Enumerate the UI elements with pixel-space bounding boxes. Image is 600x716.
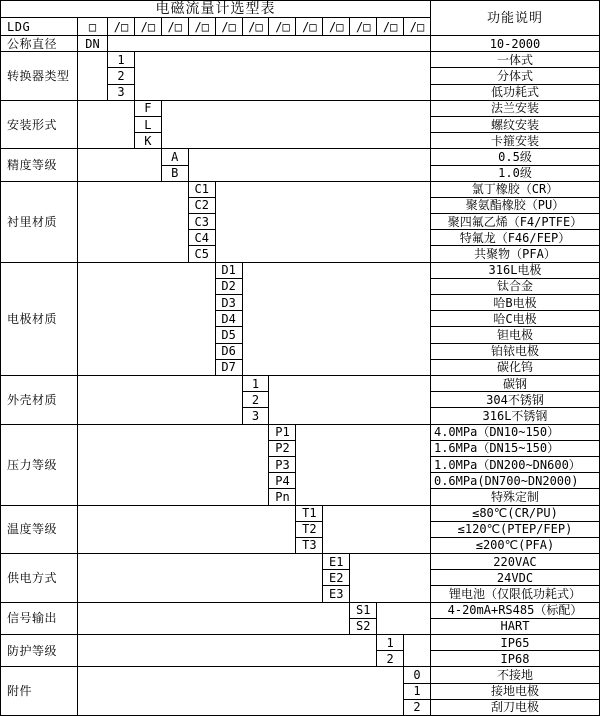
band-label: 供电方式 [1,554,78,603]
code-placeholder-cell: /□ [216,18,243,36]
band-code-cell: S1 [350,603,377,619]
code-placeholder-cell: /□ [296,18,323,36]
band-description-cell: 10-2000 [431,36,600,52]
band-label: 防护等级 [1,635,78,667]
code-placeholder-cell: /□ [323,18,350,36]
band-code-cell: 1 [377,635,404,651]
band-post-empty-cell [108,36,431,52]
code-placeholder-cell: /□ [269,18,296,36]
band-description-cell: 1.6MPa（DN15~150） [431,441,600,457]
band-post-empty-cell [296,425,431,506]
band-description-cell: 4.0MPa（DN10~150） [431,425,600,441]
band-description-cell: 钛合金 [431,279,600,295]
band-code-cell: C1 [189,182,216,198]
band-description-cell: 螺纹安装 [431,117,600,133]
band-description-cell: 刮刀电极 [431,700,600,716]
table-title: 电磁流量计选型表 [1,1,431,18]
band-description-cell: 1.0MPa（DN200~DN600） [431,457,600,473]
band-pre-empty-cell [78,263,216,376]
band-code-cell: P3 [269,457,296,473]
band-label: 温度等级 [1,506,78,555]
band-post-empty-cell [243,263,431,376]
band-pre-empty-cell [78,554,323,603]
band-code-cell: C4 [189,230,216,246]
band-code-cell: D5 [216,327,243,343]
band-pre-empty-cell [78,667,404,716]
band-pre-empty-cell [78,603,350,635]
band-code-cell: P4 [269,473,296,489]
band-code-cell: S2 [350,619,377,635]
band-code-cell: E2 [323,570,350,586]
band-code-cell: DN [78,36,108,52]
band-description-cell: IP68 [431,651,600,667]
band-post-empty-cell [216,182,431,263]
band-code-cell: D6 [216,344,243,360]
code-placeholder-cell: /□ [243,18,270,36]
band-description-cell: 氯丁橡胶（CR） [431,182,600,198]
band-post-empty-cell [350,554,431,603]
band-pre-empty-cell [78,635,377,667]
band-post-empty-cell [377,603,431,635]
band-description-cell: 分体式 [431,68,600,84]
band-description-cell: 铂铱电极 [431,344,600,360]
band-description-cell: 一体式 [431,52,600,68]
band-description-cell: 特殊定制 [431,489,600,505]
band-label: 外壳材质 [1,376,78,425]
band-code-cell: 2 [404,700,431,716]
band-description-cell: 低功耗式 [431,85,600,101]
band-code-cell: F [135,101,162,117]
band-description-cell: ≤80℃(CR/PU) [431,506,600,522]
code-placeholder-cell: /□ [377,18,404,36]
band-code-cell: C2 [189,198,216,214]
band-description-cell: 聚氨酯橡胶（PU） [431,198,600,214]
band-code-cell: 2 [377,651,404,667]
band-code-cell: P2 [269,441,296,457]
band-post-empty-cell [269,376,431,425]
code-placeholder-cell: /□ [404,18,431,36]
band-code-cell: T2 [296,522,323,538]
band-code-cell: D1 [216,263,243,279]
band-post-empty-cell [404,635,431,667]
band-pre-empty-cell [78,52,108,101]
band-post-empty-cell [135,52,431,101]
band-label: 精度等级 [1,149,78,181]
band-code-cell: D3 [216,295,243,311]
band-code-cell: 1 [243,376,270,392]
band-post-empty-cell [189,149,431,181]
band-label: 电极材质 [1,263,78,376]
band-label: 安装形式 [1,101,78,150]
band-code-cell: Pn [269,489,296,505]
band-description-cell: 0.6MPa(DN700~DN2000) [431,473,600,489]
band-code-cell: D2 [216,279,243,295]
band-pre-empty-cell [78,101,135,150]
band-description-cell: 钽电极 [431,327,600,343]
band-description-cell: 哈B电极 [431,295,600,311]
band-description-cell: 锂电池（仅限低功耗式） [431,586,600,602]
band-description-cell: 24VDC [431,570,600,586]
code-placeholder-cell: /□ [162,18,189,36]
band-label: 压力等级 [1,425,78,506]
band-code-cell: A [162,149,189,165]
band-pre-empty-cell [78,182,189,263]
band-pre-empty-cell [78,149,162,181]
band-code-cell: T3 [296,538,323,554]
band-label: 附件 [1,667,78,716]
band-code-cell: T1 [296,506,323,522]
band-code-cell: 1 [404,684,431,700]
band-code-cell: C3 [189,214,216,230]
band-description-cell: 304不锈钢 [431,392,600,408]
band-code-cell: 3 [108,85,135,101]
band-description-cell: 316L电极 [431,263,600,279]
band-label: 信号输出 [1,603,78,635]
band-description-cell: 0.5级 [431,149,600,165]
band-pre-empty-cell [78,376,243,425]
model-code-box: □ [78,18,108,36]
band-description-cell: ≤120℃(PTEP/FEP) [431,522,600,538]
band-code-cell: 1 [108,52,135,68]
band-description-cell: 卡箍安装 [431,133,600,149]
band-code-cell: B [162,166,189,182]
code-placeholder-cell: /□ [108,18,135,36]
band-code-cell: 0 [404,667,431,683]
band-description-cell: 1.0级 [431,166,600,182]
band-description-cell: 碳化钨 [431,360,600,376]
band-code-cell: C5 [189,246,216,262]
band-code-cell: E3 [323,586,350,602]
band-description-cell: 法兰安装 [431,101,600,117]
band-description-cell: 接地电极 [431,684,600,700]
code-placeholder-cell: /□ [135,18,162,36]
band-description-cell: 聚四氟乙烯（F4/PTFE） [431,214,600,230]
code-placeholder-cell: /□ [350,18,377,36]
band-pre-empty-cell [78,425,269,506]
band-code-cell: K [135,133,162,149]
band-description-cell: 220VAC [431,554,600,570]
model-prefix: LDG [1,18,78,36]
band-code-cell: P1 [269,425,296,441]
band-description-cell: 不接地 [431,667,600,683]
band-description-cell: 共聚物（PFA） [431,246,600,262]
band-code-cell: D4 [216,311,243,327]
band-code-cell: E1 [323,554,350,570]
function-column-header: 功能说明 [431,1,600,36]
band-description-cell: IP65 [431,635,600,651]
band-label: 转换器类型 [1,52,78,101]
band-pre-empty-cell [78,506,296,555]
band-label: 公称直径 [1,36,78,52]
band-code-cell: 2 [243,392,270,408]
band-description-cell: 哈C电极 [431,311,600,327]
band-post-empty-cell [323,506,431,555]
band-post-empty-cell [162,101,431,150]
band-code-cell: 2 [108,68,135,84]
band-code-cell: D7 [216,360,243,376]
band-label: 衬里材质 [1,182,78,263]
band-code-cell: 3 [243,408,270,424]
band-description-cell: 特氟龙（F46/FEP） [431,230,600,246]
band-description-cell: 4-20mA+RS485（标配） [431,603,600,619]
band-description-cell: 碳钢 [431,376,600,392]
band-description-cell: HART [431,619,600,635]
band-description-cell: 316L不锈钢 [431,408,600,424]
band-code-cell: L [135,117,162,133]
band-description-cell: ≤200℃(PFA) [431,538,600,554]
code-placeholder-cell: /□ [189,18,216,36]
